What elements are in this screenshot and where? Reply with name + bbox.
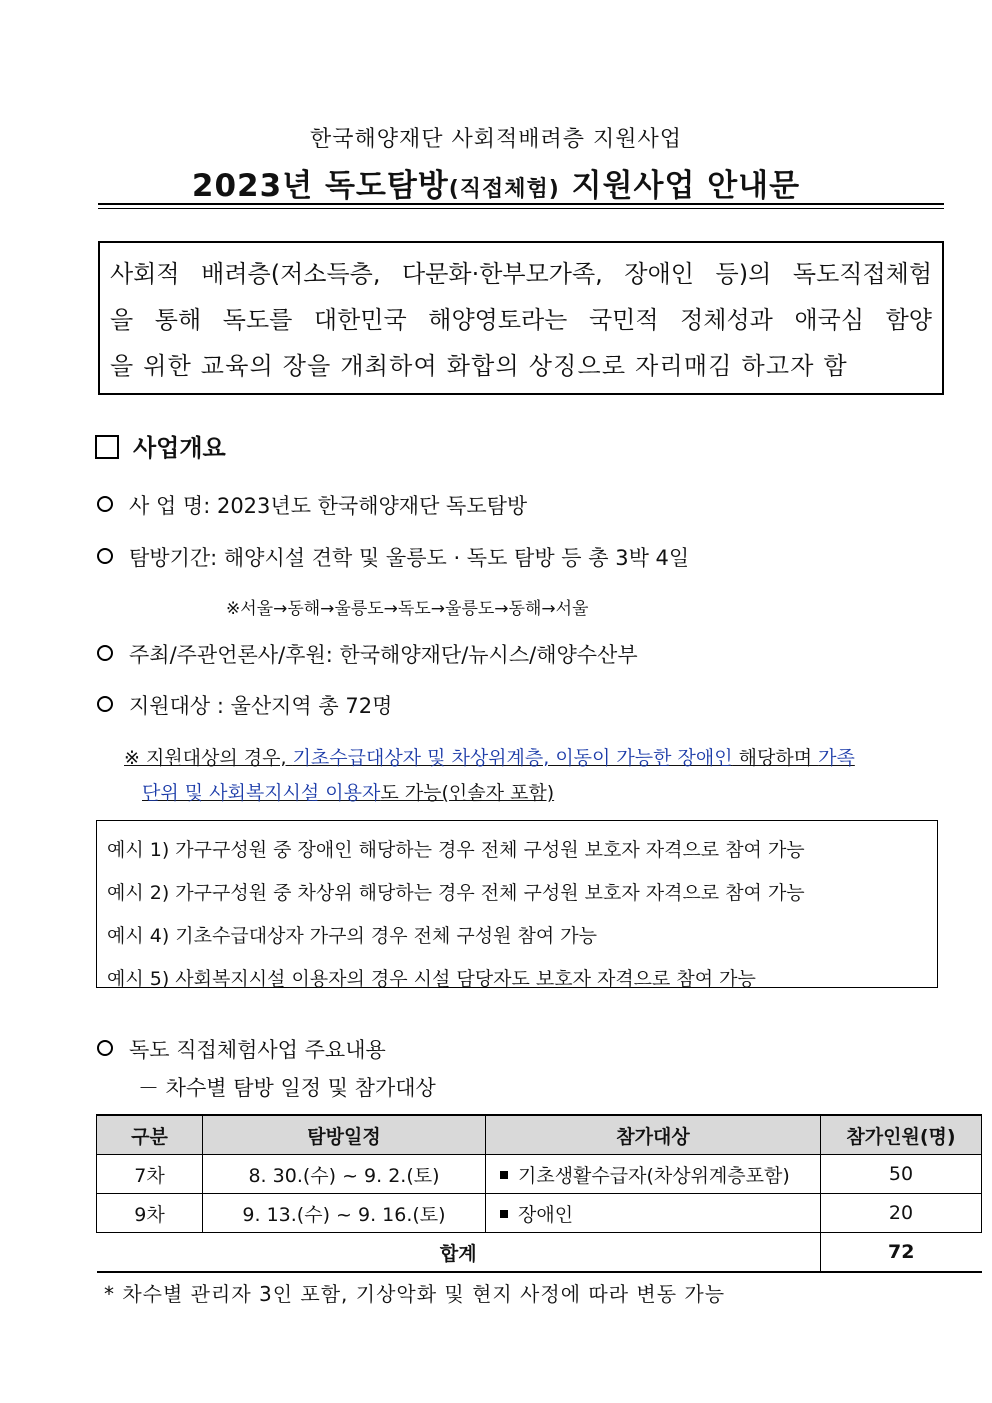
row-dates: 9. 13.(수) ~ 9. 16.(토) (203, 1194, 486, 1233)
period-text: 탐방기간: 해양시설 견학 및 울릉도 · 독도 탐방 등 총 3박 4일 (129, 546, 690, 570)
intro-box (98, 241, 944, 395)
circle-bullet-icon (97, 696, 113, 712)
overview-period (97, 542, 689, 572)
project-name-text: 사 업 명: 2023년도 한국해양재단 독도탐방 (129, 494, 528, 518)
row-dates: 8. 30.(수) ~ 9. 2.(토) (203, 1155, 486, 1194)
contents-heading (97, 1034, 386, 1064)
row-target (486, 1155, 821, 1194)
hosts-text: 주최/주관언론사/후원: 한국해양재단/뉴시스/해양수산부 (129, 643, 638, 667)
example-item: 예시 1) 가구구성원 중 장애인 해당하는 경우 전체 구성원 보호자 자격으로 참여 가능 (107, 839, 805, 861)
row-target-text: 장애인 (518, 1203, 574, 1226)
circle-bullet-icon (97, 1040, 113, 1056)
title-rule-thick (98, 203, 944, 205)
target-text: 지원대상 : 울산지역 총 72명 (129, 694, 393, 718)
table-row (97, 1194, 982, 1233)
schedule-table (96, 1114, 982, 1273)
section-title: 사업개요 (133, 434, 226, 462)
intro-line-2: 을 통해 독도를 대한민국 해양영토라는 국민적 정체성과 애국심 함양 (110, 306, 932, 334)
title-end: 지원사업 안내문 (571, 168, 801, 204)
row-count: 20 (821, 1194, 982, 1233)
target-note-blue1: 기초수급대상자 및 차상위계층, 이동이 가능한 장애인 (292, 747, 733, 769)
circle-bullet-icon (97, 645, 113, 661)
circle-bullet-icon (97, 548, 113, 564)
checkbox-icon (95, 435, 119, 459)
target-note-suffix: 도 가능(인솔자 포함) (380, 782, 555, 804)
contents-subtitle: － 차수별 탐방 일정 및 참가대상 (138, 1076, 436, 1100)
intro-line-3: 을 위한 교육의 장을 개최하여 화합의 상징으로 자리매김 하고자 함 (110, 352, 848, 380)
row-round: 7차 (97, 1155, 203, 1194)
overview-target (97, 690, 392, 720)
examples-box (96, 820, 938, 988)
table-header-row (97, 1115, 982, 1155)
total-label: 합계 (97, 1233, 821, 1273)
section-heading (95, 428, 226, 463)
row-target (486, 1194, 821, 1233)
total-value: 72 (821, 1233, 982, 1273)
header-count: 참가인원(명) (821, 1115, 982, 1155)
example-item: 예시 5) 사회복지시설 이용자의 경우 시설 담당자도 보호자 자격으로 참여 가능 (107, 968, 756, 990)
square-bullet-icon (500, 1210, 508, 1218)
target-note-blue2: 가족 (818, 747, 855, 769)
document-title (0, 160, 992, 205)
intro-line-1: 사회적 배려층(저소득층, 다문화·한부모가족, 장애인 등)의 독도직접체험 (110, 260, 932, 288)
target-note (124, 741, 924, 811)
title-paren: (직접체험) (448, 177, 560, 202)
title-main: 2023년 독도탐방 (191, 168, 449, 204)
header-target: 참가대상 (486, 1115, 821, 1155)
header-round: 구분 (97, 1115, 203, 1155)
table-row (97, 1155, 982, 1194)
header-dates: 탐방일정 (203, 1115, 486, 1155)
row-target-text: 기초생활수급자(차상위계층포함) (518, 1164, 790, 1187)
contents-title: 독도 직접체험사업 주요내용 (129, 1038, 386, 1062)
title-rule-thin (98, 208, 944, 209)
document-subtitle: 한국해양재단 사회적배려층 지원사업 (309, 127, 683, 152)
overview-project-name (97, 490, 527, 520)
footnote: * 차수별 관리자 3인 포함, 기상악화 및 현지 사정에 따라 변동 가능 (104, 1282, 726, 1306)
route-note: ※서울→동해→울릉도→독도→울릉도→동해→서울 (226, 599, 589, 619)
target-note-blue3: 단위 및 사회복지시설 이용자 (142, 782, 381, 804)
overview-hosts (97, 639, 638, 669)
target-note-prefix: ※ 지원대상의 경우, (124, 747, 293, 769)
target-note-mid: 해당하며 (732, 747, 819, 769)
table-total-row (97, 1233, 982, 1273)
square-bullet-icon (500, 1171, 508, 1179)
circle-bullet-icon (97, 496, 113, 512)
example-item: 예시 2) 가구구성원 중 차상위 해당하는 경우 전체 구성원 보호자 자격으로 참여 가능 (107, 882, 805, 904)
row-count: 50 (821, 1155, 982, 1194)
example-item: 예시 4) 기초수급대상자 가구의 경우 전체 구성원 참여 가능 (107, 925, 597, 947)
row-round: 9차 (97, 1194, 203, 1233)
